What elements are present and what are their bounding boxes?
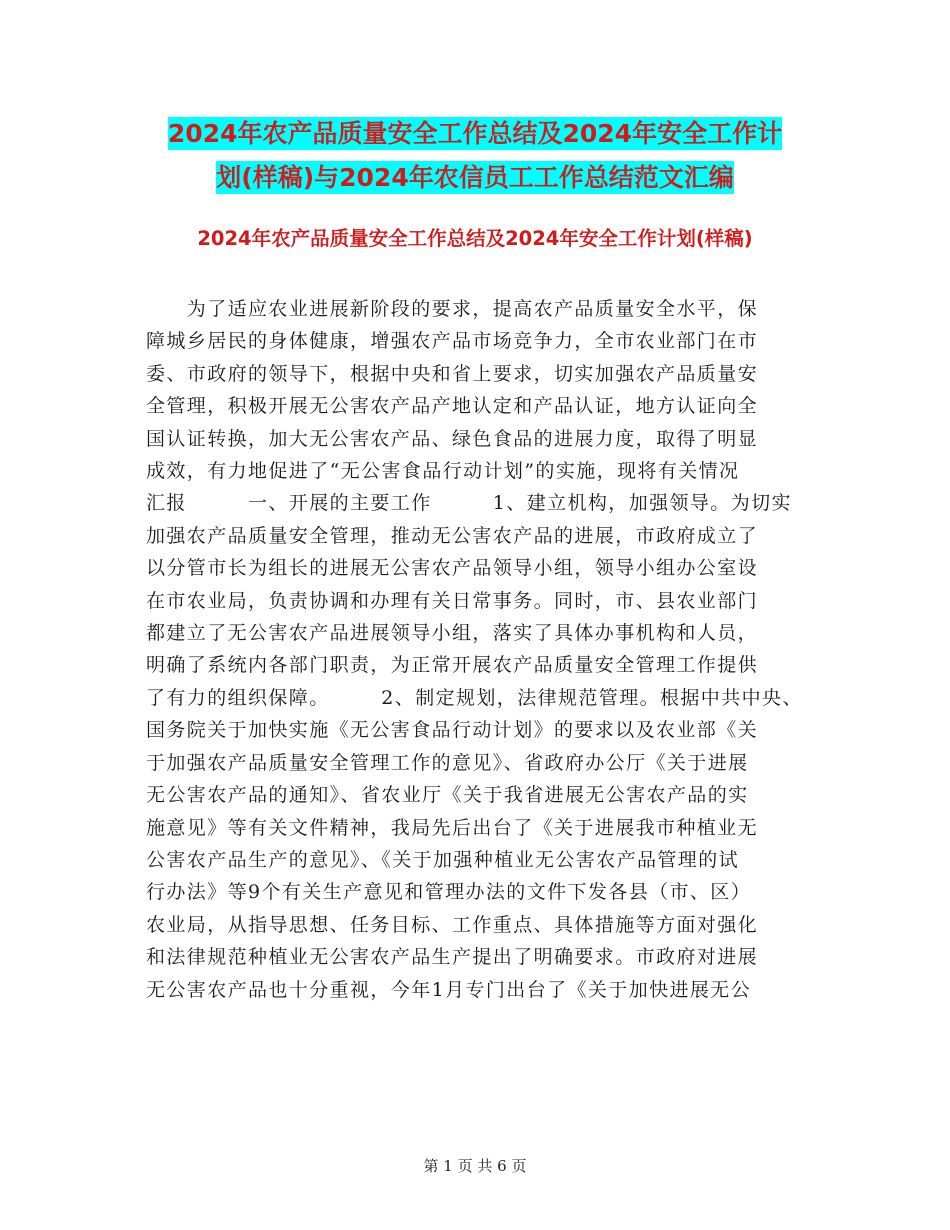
page-footer: 第 1 页 共 6 页 xyxy=(423,1157,527,1175)
body-line: 农业局，从指导思想、任务目标、工作重点、具体措施等方面对强化 xyxy=(146,913,759,936)
body-line: 和法律规范种植业无公害农产品生产提出了明确要求。市政府对进展 xyxy=(146,946,759,969)
body-line: 公害农产品生产的意见》、《关于加强种植业无公害农产品管理的试 xyxy=(146,848,740,871)
title-highlight: 2024年农产品质量安全工作总结及2024年安全工作计 xyxy=(167,119,783,148)
body-line: 在市农业局，负责协调和办理有关日常事务。同时，市、县农业部门 xyxy=(146,589,759,612)
body-line: 障城乡居民的身体健康，增强农产品市场竞争力，全市农业部门在市 xyxy=(146,330,759,353)
body-line: 委、市政府的领导下，根据中央和省上要求，切实加强农产品质量安 xyxy=(146,362,759,385)
body-line: 施意见》等有关文件精神，我局先后出台了《关于进展我市种植业无 xyxy=(146,816,759,839)
body-line: 以分管市长为组长的进展无公害农产品领导小组，领导小组办公室设 xyxy=(146,557,759,580)
title-highlight: 划(样稿)与2024年农信员工工作总结范文汇编 xyxy=(216,163,734,192)
body-line: 为了适应农业进展新阶段的要求，提高农产品质量安全水平，保 xyxy=(146,298,759,320)
body-line: 汇报 一、开展的主要工作 1、建立机构，加强领导。为切实 xyxy=(146,492,792,515)
document-title xyxy=(0,112,950,200)
body-line: 国务院关于加快实施《无公害食品行动计划》的要求以及农业部《关 xyxy=(146,719,759,742)
body-line: 明确了系统内各部门职责，为正常开展农产品质量安全管理工作提供 xyxy=(146,654,759,677)
body-line: 于加强农产品质量安全管理工作的意见》、省政府办公厅《关于进展 xyxy=(146,751,749,774)
body-line: 国认证转换，加大无公害农产品、绿色食品的进展力度，取得了明显 xyxy=(146,427,759,450)
body-line: 都建立了无公害农产品进展领导小组，落实了具体办事机构和人员， xyxy=(146,622,759,645)
section-title: 2024年农产品质量安全工作总结及2024年安全工作计划(样稿) xyxy=(197,227,753,250)
body-line: 无公害农产品也十分重视，今年1月专门出台了《关于加快进展无公 xyxy=(146,978,752,1001)
document-title-line-2 xyxy=(0,156,950,200)
body-line: 无公害农产品的通知》、省农业厅《关于我省进展无公害农产品的实 xyxy=(146,784,749,807)
body-paragraph xyxy=(146,293,826,1006)
body-line: 全管理，积极开展无公害农产品产地认定和产品认证，地方认证向全 xyxy=(146,395,759,418)
body-line: 加强农产品质量安全管理，推动无公害农产品的进展，市政府成立了 xyxy=(146,524,759,547)
body-line: 成效，有力地促进了“无公害食品行动计划”的实施，现将有关情况 xyxy=(146,460,740,483)
body-line: 了有力的组织保障。 2、制定规划，法律规范管理。根据中共中央、 xyxy=(146,686,803,709)
document-title-line-1 xyxy=(0,112,950,156)
body-line: 行办法》等9个有关生产意见和管理办法的文件下发各县（市、区） xyxy=(146,881,752,904)
